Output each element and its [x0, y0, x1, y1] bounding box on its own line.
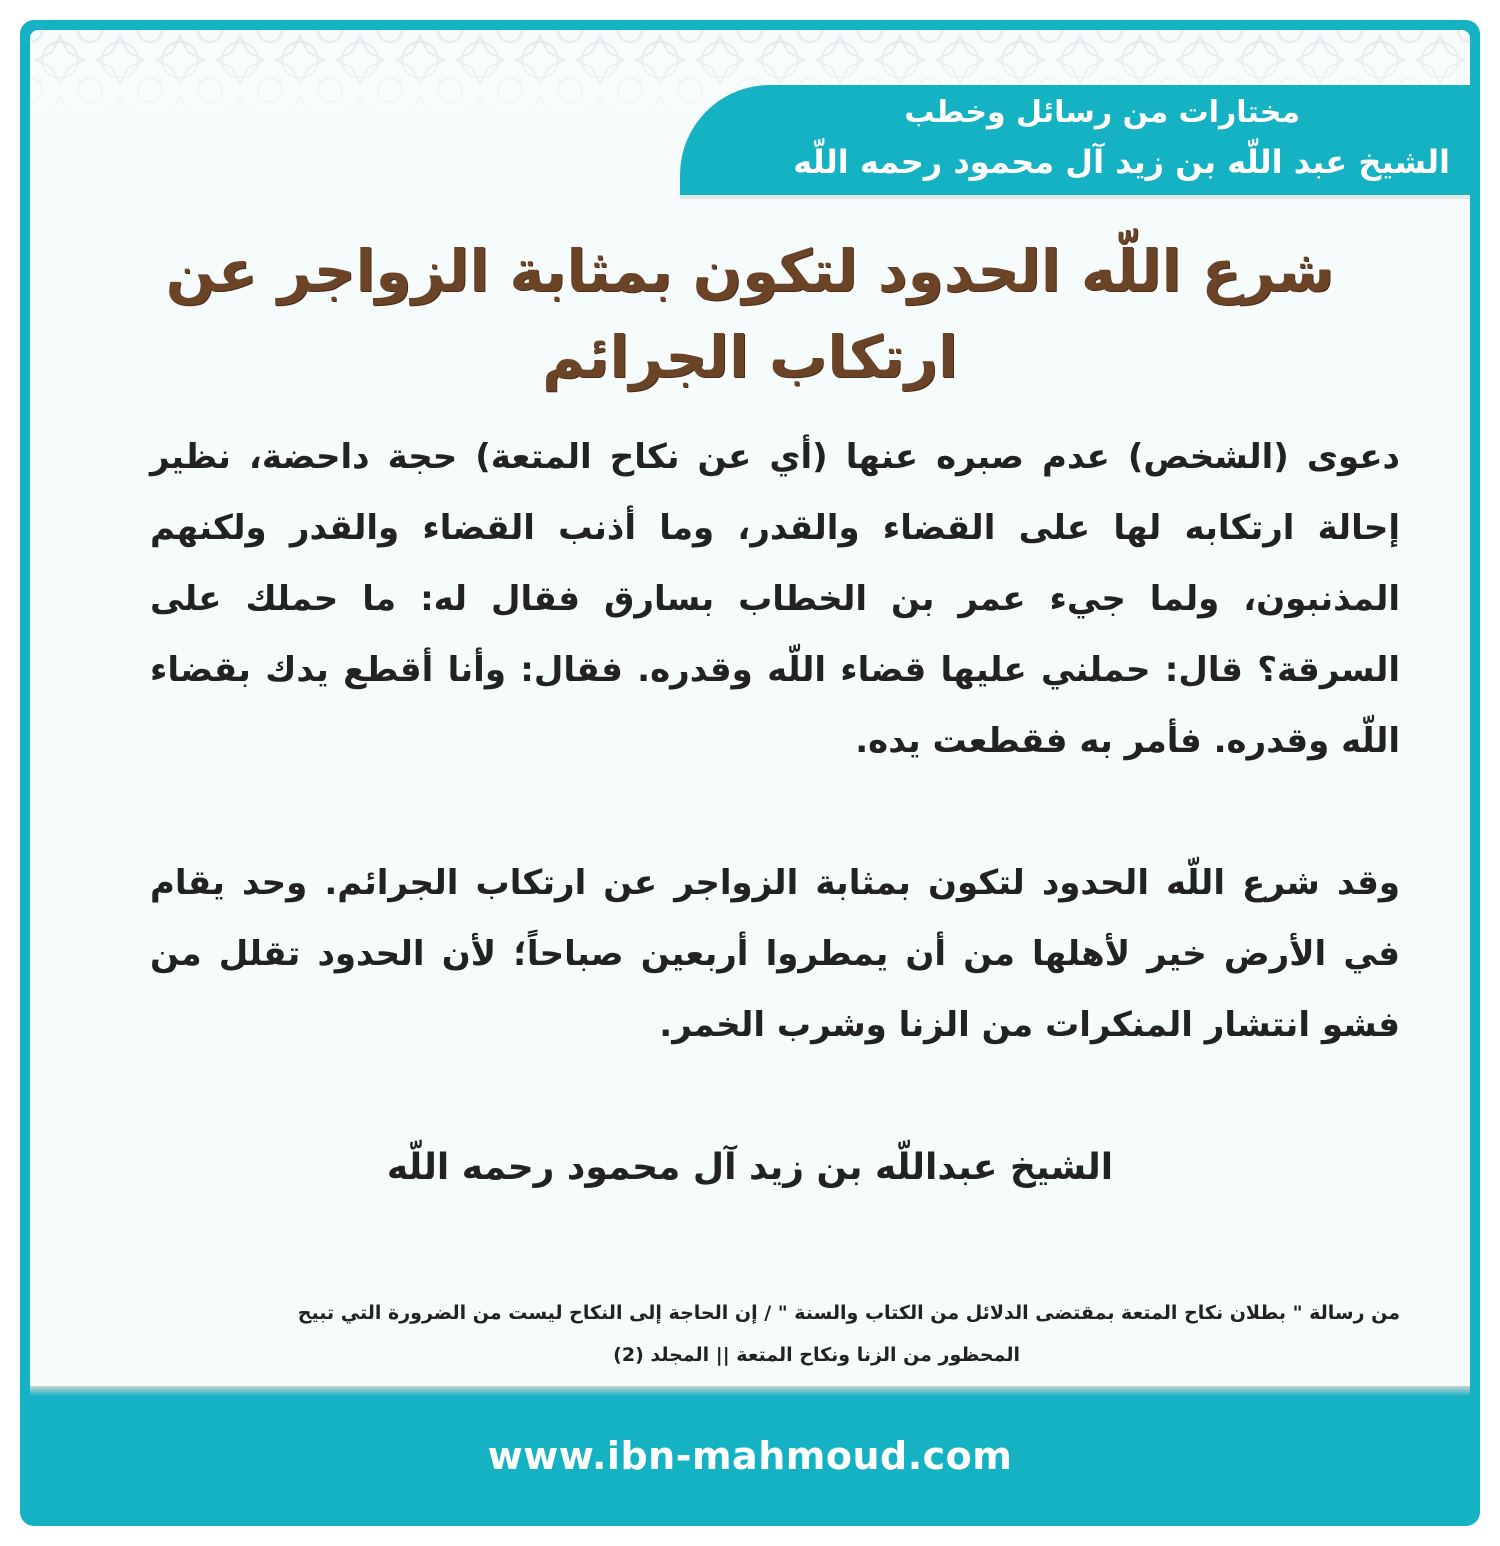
website-url: www.ibn-mahmoud.com — [487, 1434, 1013, 1478]
source-line: من رسالة " بطلان نكاح المتعة بمقتضى الدلائل من الكتاب والسنة " / إن الحاجة إلى النكاح ليست من الضرورة التي تبيح — [297, 1302, 1400, 1324]
body-paragraph: وقد شرع اللّه الحدود لتكون بمثابة الزواجر عن ارتكاب الجرائم. وحد يقام في الأرض خير لأهلها من أن يمطروا أربعين صباحاً؛ لأن الحدود تقلل من فشو انتشار المنكرات من الزنا وشرب الخمر. — [150, 863, 1400, 1045]
article-body — [150, 422, 1400, 1061]
source-line: المحظور من الزنا ونكاح المتعة || المجلد (2) — [613, 1344, 1020, 1366]
content-card — [30, 30, 1470, 1390]
article-title: شرع اللّه الحدود لتكون بمثابة الزواجر عن ارتكاب الجرائم — [165, 237, 1335, 391]
card-shadow — [30, 1386, 1470, 1396]
author-signature: الشيخ عبداللّه بن زيد آل محمود رحمه اللّه — [386, 1147, 1114, 1188]
header-author: الشيخ عبد اللّه بن زيد آل محمود رحمه اللّه — [793, 143, 1450, 181]
header-band — [680, 85, 1470, 195]
body-paragraph: دعوى (الشخص) عدم صبره عنها (أي عن نكاح المتعة) حجة داحضة، نظير إحالة ارتكابه لها على القضاء والقدر، وما أذنب القضاء والقدر ولكنهم المذنبون، ولما جيء عمر بن الخطاب بسارق فقال له: ما حملك على السرقة؟ قال: حملني عليها قضاء اللّه وقدره. فقال: وأنا أقطع يدك بقضاء اللّه وقدره. فأمر به فقطعت يده. — [150, 437, 1400, 761]
source-citation — [110, 1292, 1400, 1376]
poster-frame — [20, 20, 1480, 1526]
header-series-title: مختارات من رسائل وخطب — [904, 95, 1300, 130]
